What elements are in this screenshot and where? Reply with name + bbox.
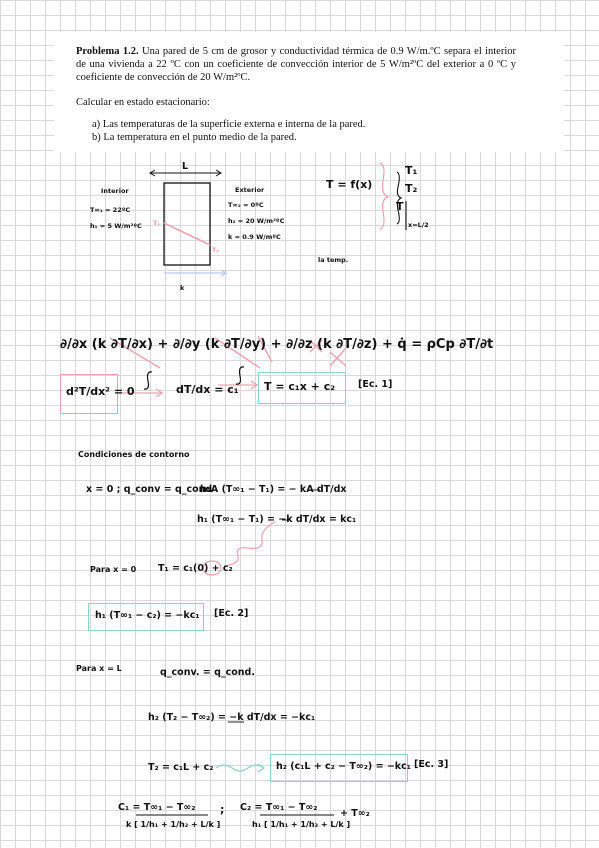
para-x0: Para x = 0 — [90, 565, 137, 574]
c2-denominator: h₁ [ 1/h₁ + 1/h₂ + L/k ] — [252, 820, 351, 829]
bc-x0: x = 0 ; q_conv = q_cond — [86, 484, 213, 495]
c1-denominator: k [ 1/h₁ + 1/h₂ + L/k ] — [126, 820, 221, 829]
c2-numerator: C₂ = T∞₁ − T∞₂ — [240, 802, 318, 813]
t-function: T = f(x) — [326, 178, 373, 191]
ode: d²T/dx² = 0 — [66, 385, 135, 398]
interior-temp: T∞₁ = 22ºC — [90, 206, 131, 214]
ec3-label: [Ec. 3] — [414, 759, 449, 770]
task-b: b) La temperatura en el punto medio de la pared. — [92, 132, 297, 143]
ec1-label: [Ec. 1] — [358, 379, 393, 390]
t1-label: T₁ — [153, 219, 161, 227]
exterior-k: k = 0.9 W/mºC — [228, 233, 281, 241]
problem-title: Problema 1.2. — [76, 46, 139, 57]
right-brace — [380, 163, 388, 229]
general-solution: T = c₁x + c₂ — [264, 380, 336, 393]
interior-label: Interior — [101, 187, 129, 195]
first-integral: dT/dx = c₁ — [176, 383, 239, 396]
ec2-label: [Ec. 2] — [214, 608, 249, 619]
para-xl: Para x = L — [76, 664, 122, 673]
separator: ; — [220, 803, 225, 816]
c2-tail: + T∞₂ — [340, 808, 370, 819]
exterior-temp: T∞₂ = 0ºC — [228, 201, 264, 209]
exterior-label: Exterior — [235, 186, 265, 194]
temperature-profile-line — [164, 223, 210, 245]
x-axis-label: x — [222, 268, 228, 277]
bc-x0-rhs: h₁A (T∞₁ − T₁) = − kA dT/dx — [200, 484, 347, 495]
heat-equation: ∂/∂x (k ∂T/∂x) + ∂/∂y (k ∂T/∂y) + ∂/∂z (k ∂T/∂z) + q̇ = ρCp ∂T/∂t — [60, 337, 494, 352]
right-t2: T₂ — [405, 182, 418, 195]
bc-x0-simplified: h₁ (T∞₁ − T₁) = −k dT/dx = kc₁ — [197, 514, 357, 525]
wall-rect — [164, 183, 210, 265]
interior-h: h₁ = 5 W/m²ºC — [90, 222, 142, 230]
right-t: T — [396, 200, 404, 213]
thickness-label: L — [182, 161, 189, 172]
right-sub: x=L/2 — [408, 221, 429, 229]
h2-equation: h₂ (T₂ − T∞₂) = −k dT/dx = −kc₁ — [148, 712, 316, 723]
t2-equation: T₂ = c₁L + c₂ — [148, 762, 214, 773]
ec2-equation: h₁ (T∞₁ − c₂) = −kc₁ — [95, 610, 200, 621]
k-label: k — [180, 284, 185, 292]
problem-text: Una pared de 5 cm de grosor y conductividad térmica de 0.9 W/m.ºC separa el interior de una vivienda a 22 ºC con un coeficiente de convección interior de 5 W/m²ºC del exterior a 0 ºC y coeficiente de convección de 20 W/m²ºC. — [76, 46, 516, 83]
q-equation: q_conv. = q_cond. — [160, 667, 255, 678]
la-temp: la temp. — [318, 256, 349, 264]
right-t1: T₁ — [405, 164, 418, 177]
calc-instruction: Calcular en estado estacionario: — [76, 97, 210, 108]
exterior-h: h₂ = 20 W/m²ºC — [228, 217, 285, 225]
task-a: a) Las temperaturas de la superficie externa e interna de la pared. — [92, 119, 366, 130]
t2-label: T₂ — [212, 246, 220, 254]
ec3-equation: h₂ (c₁L + c₂ − T∞₂) = −kc₁ — [276, 761, 411, 772]
t1-equation: T₁ = c₁(0) + c₂ — [158, 563, 233, 574]
bc-title: Condiciones de contorno — [78, 450, 190, 459]
c1-numerator: C₁ = T∞₁ − T∞₂ — [118, 802, 196, 813]
